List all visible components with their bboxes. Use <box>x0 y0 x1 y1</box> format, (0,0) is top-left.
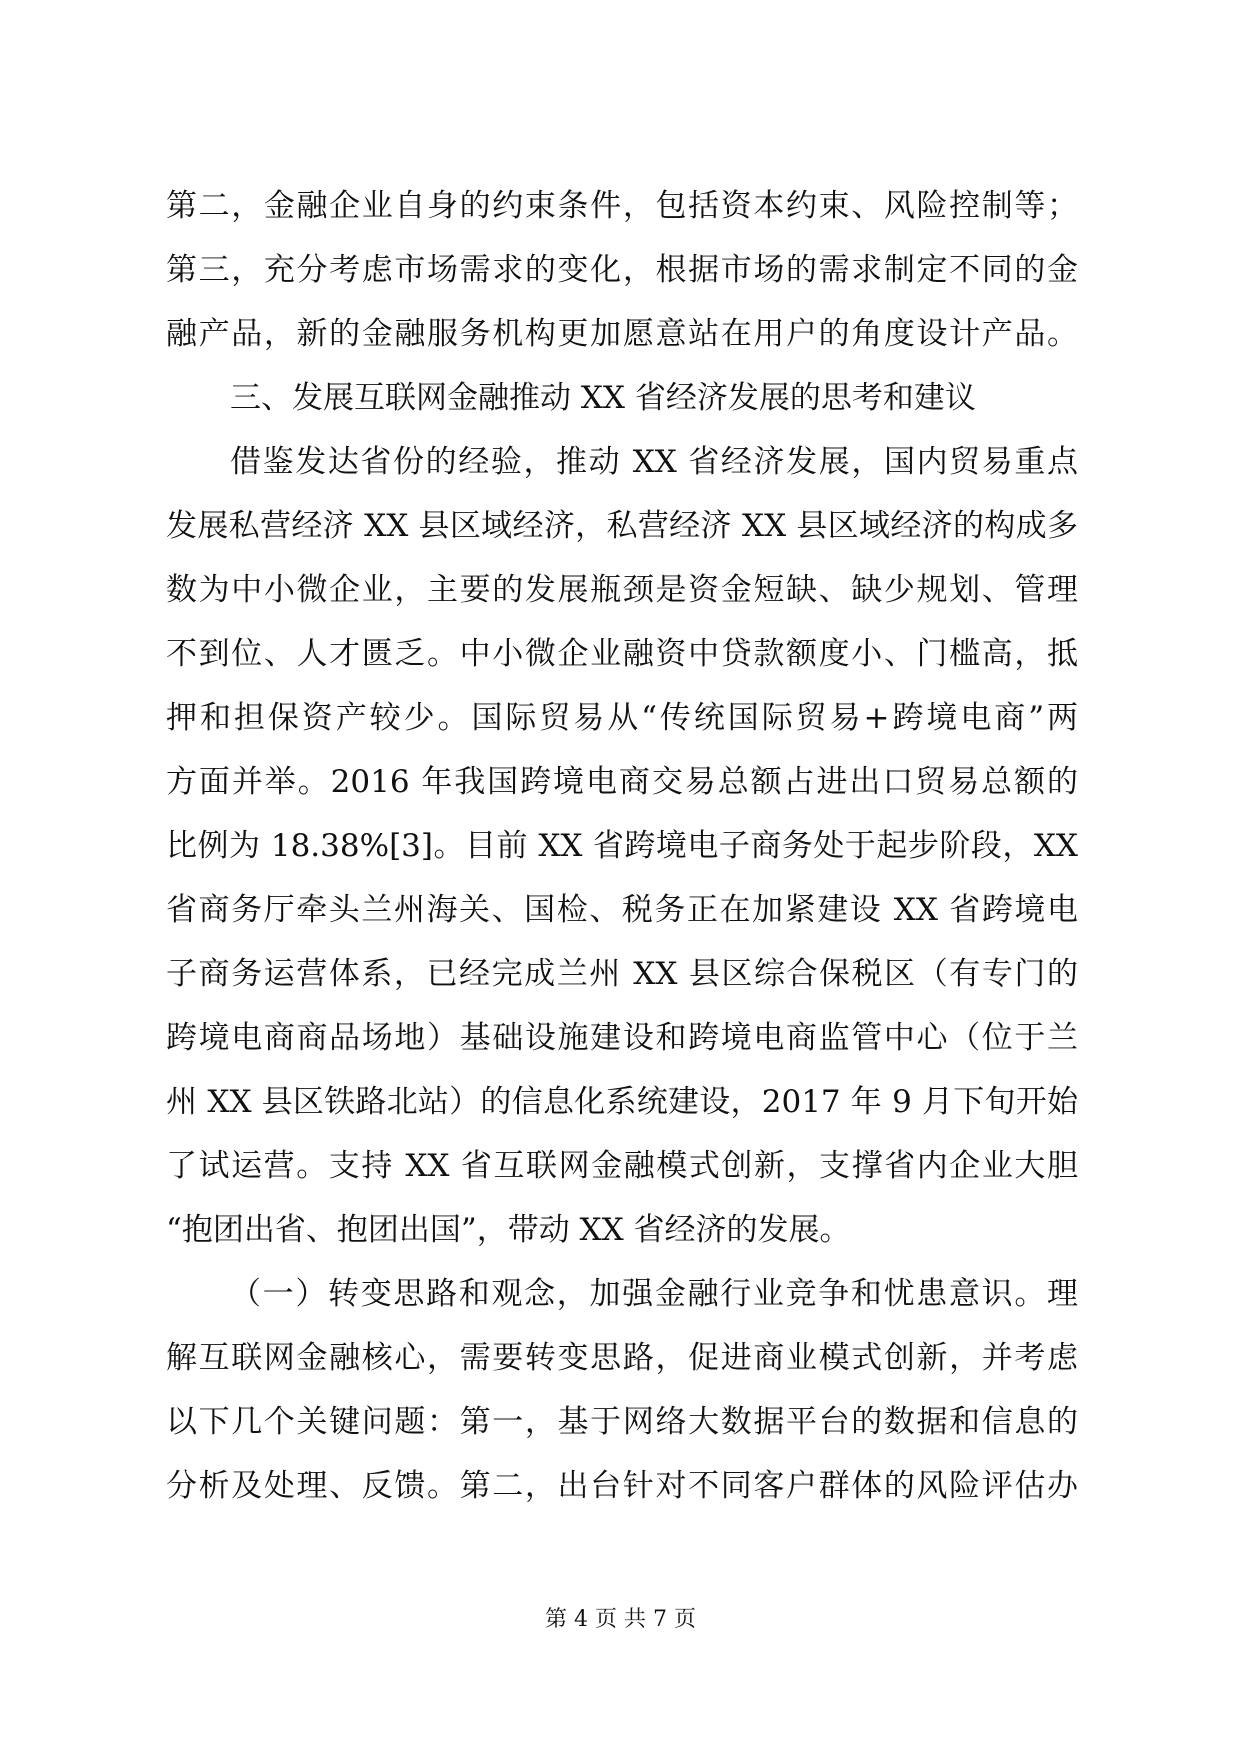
body-text-line: 跨境电商商品场地）基础设施建设和跨境电商监管中心（位于兰 <box>166 1020 1078 1056</box>
body-text-line: 分析及处理、反馈。第二，出台针对不同客户群体的风险评估办 <box>166 1468 1078 1504</box>
body-text-line: 以下几个关键问题：第一，基于网络大数据平台的数据和信息的 <box>166 1404 1078 1440</box>
body-text-line: 州 XX 县区铁路北站）的信息化系统建设，2017 年 9 月下旬开始 <box>166 1084 1078 1120</box>
body-text-line: 省商务厅牵头兰州海关、国检、税务正在加紧建设 XX 省跨境电 <box>166 892 1078 928</box>
body-text-line: 第二，金融企业自身的约束条件，包括资本约束、风险控制等； <box>166 188 1078 224</box>
body-text-line: 第三，充分考虑市场需求的变化，根据市场的需求制定不同的金 <box>166 252 1078 288</box>
body-text-line: 了试运营。支持 XX 省互联网金融模式创新，支撑省内企业大胆 <box>166 1148 1078 1184</box>
body-text-line: 押和担保资产较少。国际贸易从“传统国际贸易+跨境电商”两 <box>166 700 1078 736</box>
body-text-line: 数为中小微企业，主要的发展瓶颈是资金短缺、缺少规划、管理 <box>166 572 1078 608</box>
body-text-line: 不到位、人才匮乏。中小微企业融资中贷款额度小、门槛高，抵 <box>166 636 1078 672</box>
subsection-heading-line: （一）转变思路和观念，加强金融行业竞争和忧患意识。理 <box>230 1276 1078 1312</box>
body-text-line: 子商务运营体系，已经完成兰州 XX 县区综合保税区（有专门的 <box>166 956 1078 992</box>
body-text-line: 比例为 18.38%[3]。目前 XX 省跨境电子商务处于起步阶段，XX <box>166 828 1078 864</box>
body-text-line: 发展私营经济 XX 县区域经济，私营经济 XX 县区域经济的构成多 <box>166 508 1078 544</box>
body-text-line: “抱团出省、抱团出国”，带动 XX 省经济的发展。 <box>166 1212 851 1248</box>
page-number-footer: 第 4 页 共 7 页 <box>545 1607 696 1632</box>
body-text-line: 方面并举。2016 年我国跨境电商交易总额占进出口贸易总额的 <box>166 764 1078 800</box>
body-text-line: 解互联网金融核心，需要转变思路，促进商业模式创新，并考虑 <box>166 1340 1078 1376</box>
section-heading: 三、发展互联网金融推动 XX 省经济发展的思考和建议 <box>230 380 976 416</box>
body-text-line: 融产品，新的金融服务机构更加愿意站在用户的角度设计产品。 <box>166 316 1078 352</box>
body-text-line: 借鉴发达省份的经验，推动 XX 省经济发展，国内贸易重点 <box>230 444 1078 480</box>
